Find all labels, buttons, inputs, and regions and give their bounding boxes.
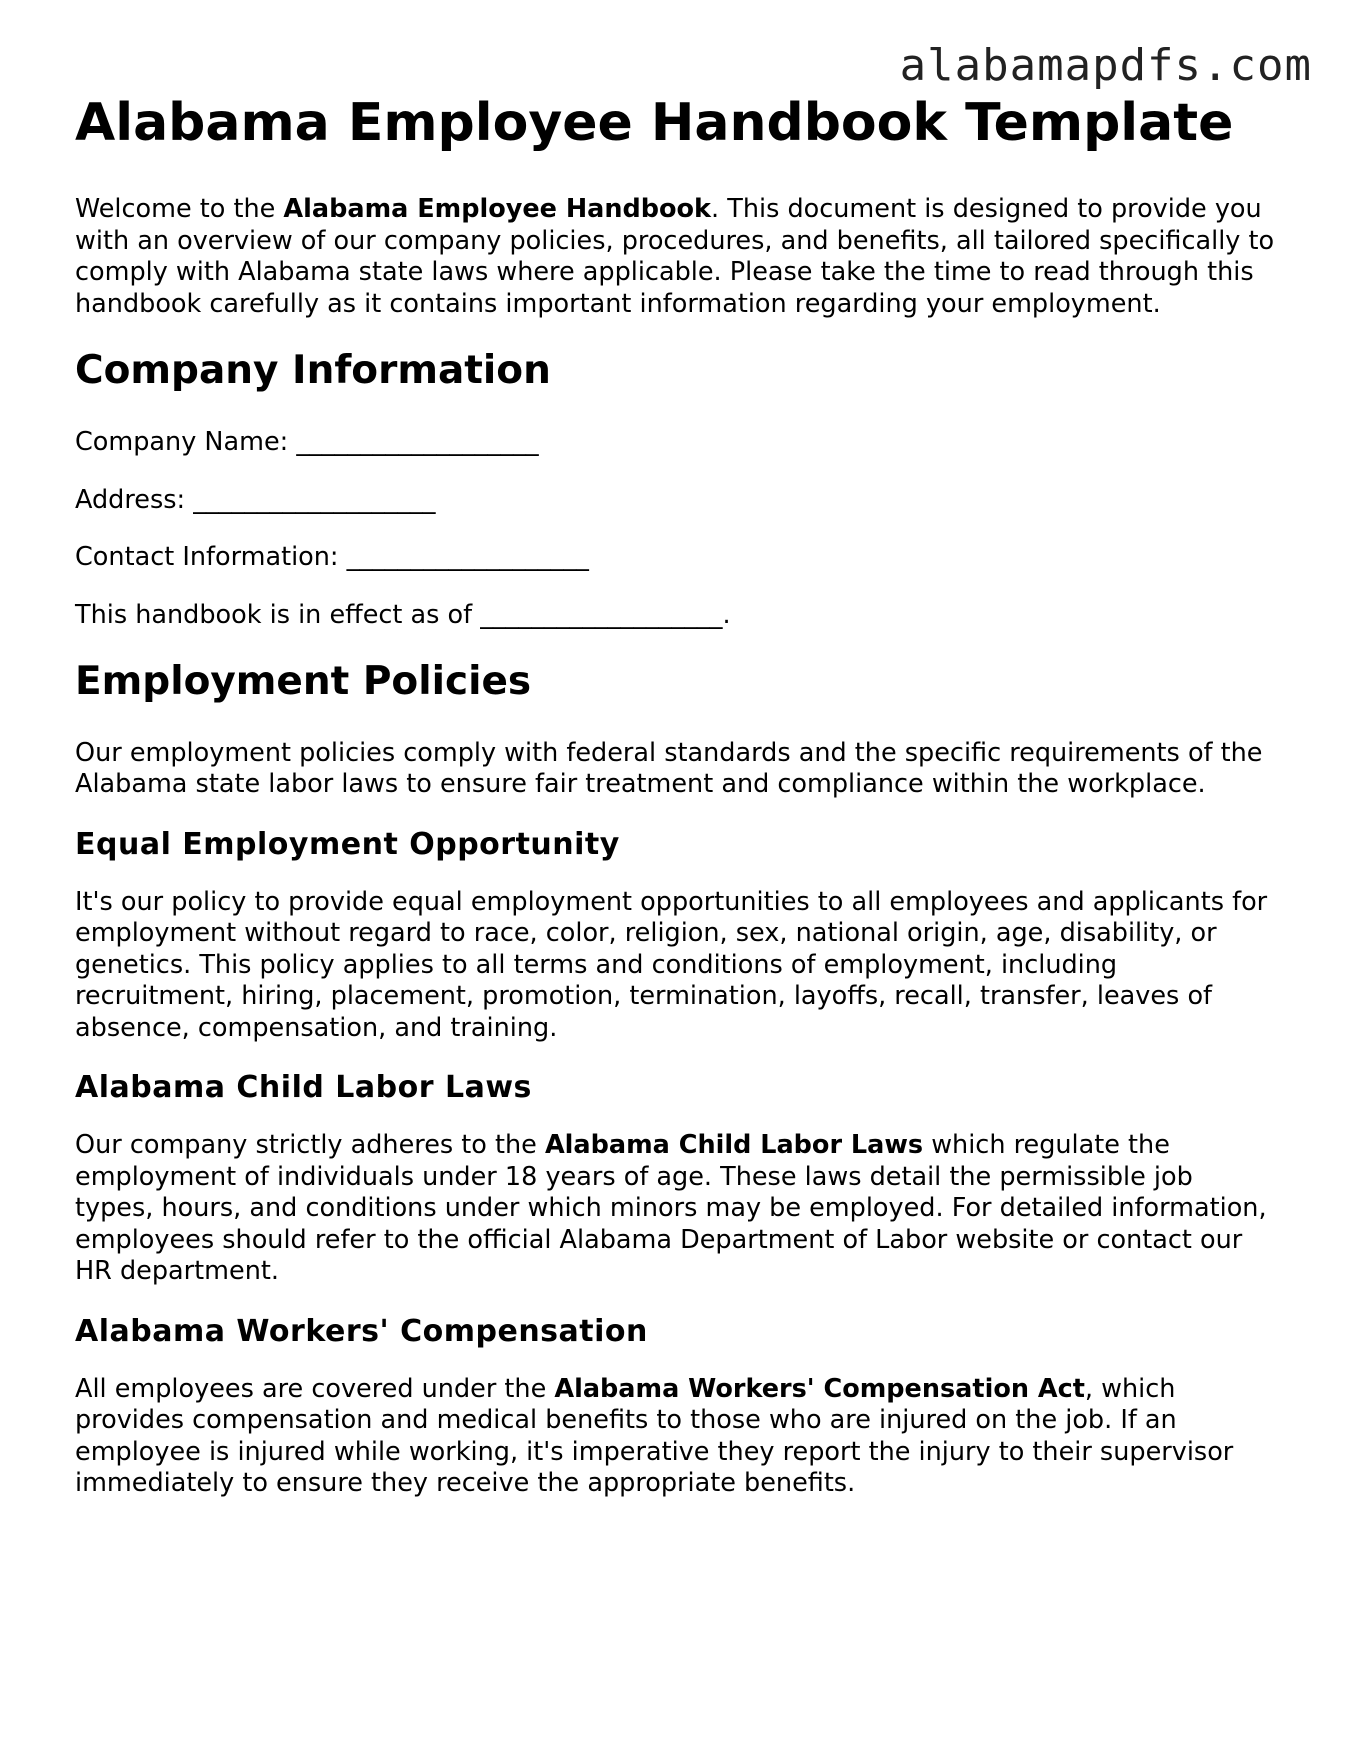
employment-policies-paragraph: Our employment policies comply with federal standards and the specific requirements of the Alabama state labor laws to ensure fair treatment and compliance within the workplace.	[75, 737, 1263, 800]
document-title: Alabama Employee Handbook Template	[75, 93, 1234, 153]
workers-comp-bold-text: Alabama Workers' Compensation Act	[554, 1373, 1085, 1404]
document-page	[75, 92, 1275, 1526]
intro-text-start: Welcome to the	[75, 194, 284, 225]
intro-bold-text: Alabama Employee Handbook	[283, 194, 712, 225]
child-labor-heading: Alabama Child Labor Laws	[75, 1070, 532, 1106]
company-info-heading: Company Information	[75, 348, 551, 394]
intro-paragraph	[75, 194, 1275, 320]
effective-date-field: This handbook is in effect as of ___________________.	[75, 599, 731, 630]
address-field: Address: ___________________	[75, 484, 436, 515]
site-watermark: alabamapdfs.com	[899, 40, 1312, 91]
workers-comp-heading: Alabama Workers' Compensation	[75, 1313, 648, 1349]
contact-info-field: Contact Information: ___________________	[75, 542, 589, 573]
child-labor-text-start: Our company strictly adheres to the	[75, 1130, 545, 1161]
eeo-heading: Equal Employment Opportunity	[75, 826, 620, 862]
company-name-field: Company Name: ___________________	[75, 427, 539, 458]
child-labor-text-end: which regulate the employment of individuals under 18 years of age. These laws detail the permissible job types, hours, and conditions under which minors may be employed. For detailed information, employees should refer to the official Alabama Department of Labor website or contact our HR department.	[75, 1130, 1267, 1287]
intro-text-end: . This document is designed to provide you with an overview of our company policies, procedures, and benefits, all tailored specifically to comply with Alabama state laws where applicable. Please take the time to read through this handbook carefully as it contains important information regarding your employment.	[75, 194, 1275, 319]
workers-comp-text-end: , which provides compensation and medical benefits to those who are injured on the job. If an employee is injured while working, it's imperative they report the injury to their supervisor immediately to ensure they receive the appropriate benefits.	[75, 1373, 1234, 1499]
workers-comp-paragraph	[75, 1374, 1275, 1500]
child-labor-bold-text: Alabama Child Labor Laws	[544, 1130, 924, 1161]
workers-comp-text-start: All employees are covered under the	[75, 1373, 555, 1404]
child-labor-paragraph	[75, 1130, 1275, 1288]
eeo-paragraph: It's our policy to provide equal employment opportunities to all employees and applicants for employment without regard to race, color, religion, sex, national origin, age, disability, or genetics. This policy applies to all terms and conditions of employment, including recruitment, hiring, placement, promotion, termination, layoffs, recall, transfer, leaves of absence, compensation, and training.	[75, 886, 1268, 1043]
employment-policies-heading: Employment Policies	[75, 659, 532, 705]
